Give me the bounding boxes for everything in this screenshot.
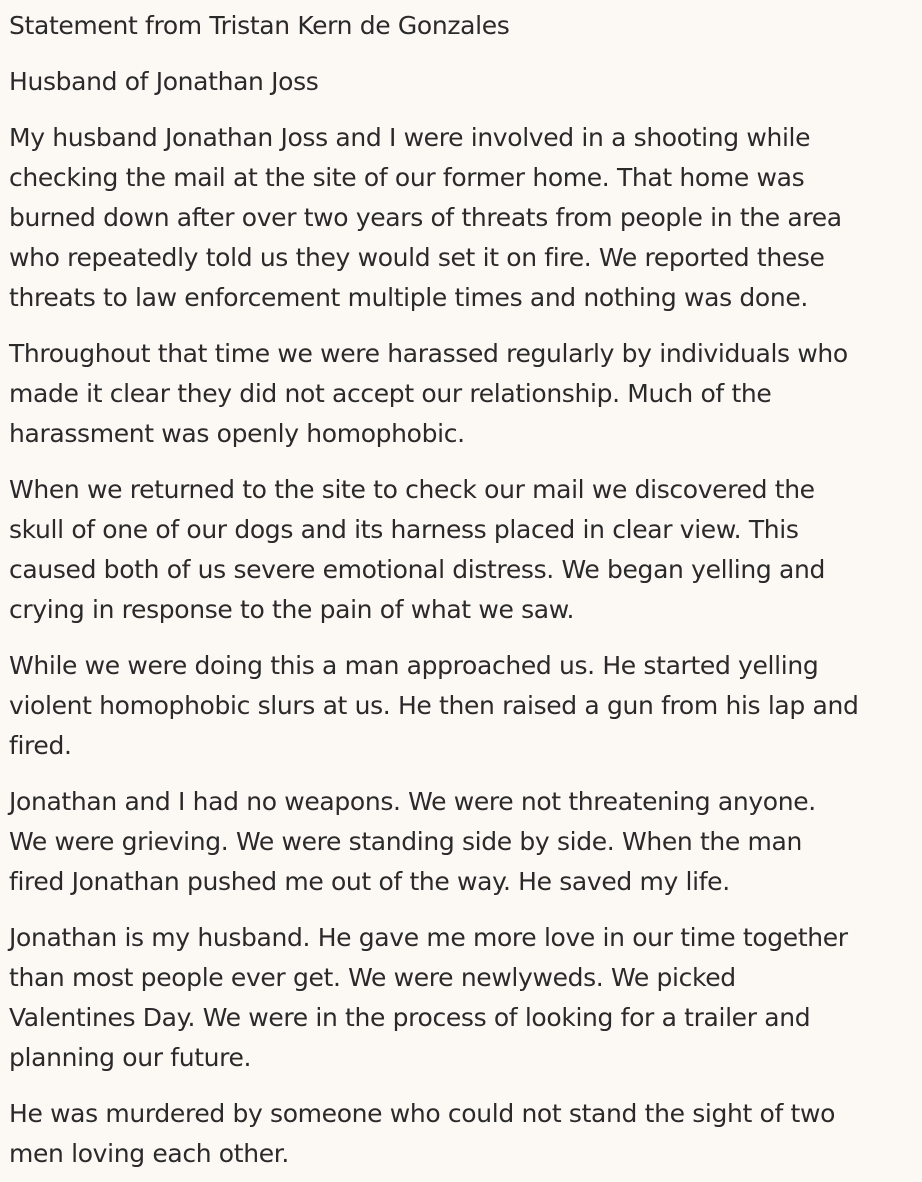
paragraph-line: My husband Jonathan Joss and I were involved in a shooting while [9,123,811,152]
statement-subtitle [9,62,904,102]
paragraph-line: caused both of us severe emotional distress. We began yelling and [9,555,825,584]
paragraph-line: burned down after over two years of threats from people in the area [9,203,842,232]
paragraph-line: planning our future. [9,1043,252,1072]
paragraph-line: who repeatedly told us they would set it on fire. We reported these [9,243,825,272]
paragraph-line: harassment was openly homophobic. [9,419,465,448]
paragraph-line: He was murdered by someone who could not stand the sight of two [9,1099,836,1128]
paragraph-line: While we were doing this a man approached us. He started yelling [9,651,819,680]
paragraph-line: When we returned to the site to check our mail we discovered the [9,475,815,504]
title-text: Statement from Tristan Kern de Gonzales [9,11,510,40]
paragraph-1 [9,118,904,318]
paragraph-line: Jonathan is my husband. He gave me more love in our time together [9,923,848,952]
paragraph-line: Throughout that time we were harassed regularly by individuals who [9,339,848,368]
paragraph-line: crying in response to the pain of what we saw. [9,595,575,624]
paragraph-line: We were grieving. We were standing side by side. When the man [9,827,802,856]
subtitle-text: Husband of Jonathan Joss [9,67,319,96]
paragraph-line: than most people ever get. We were newlyweds. We picked [9,963,736,992]
paragraph-line: threats to law enforcement multiple times and nothing was done. [9,283,808,312]
paragraph-line: skull of one of our dogs and its harness placed in clear view. This [9,515,799,544]
paragraph-7 [9,1094,904,1174]
paragraph-5 [9,782,904,902]
statement-title [9,6,904,46]
paragraph-6 [9,918,904,1078]
paragraph-line: men loving each other. [9,1139,289,1168]
paragraph-line: made it clear they did not accept our relationship. Much of the [9,379,772,408]
paragraph-line: Valentines Day. We were in the process of looking for a trailer and [9,1003,811,1032]
paragraph-line: fired Jonathan pushed me out of the way. He saved my life. [9,867,730,896]
paragraph-line: checking the mail at the site of our former home. That home was [9,163,805,192]
paragraph-4 [9,646,904,766]
paragraph-3 [9,470,904,630]
paragraph-2 [9,334,904,454]
paragraph-line: violent homophobic slurs at us. He then raised a gun from his lap and [9,691,859,720]
paragraph-line: fired. [9,731,72,760]
paragraph-line: Jonathan and I had no weapons. We were not threatening anyone. [9,787,816,816]
